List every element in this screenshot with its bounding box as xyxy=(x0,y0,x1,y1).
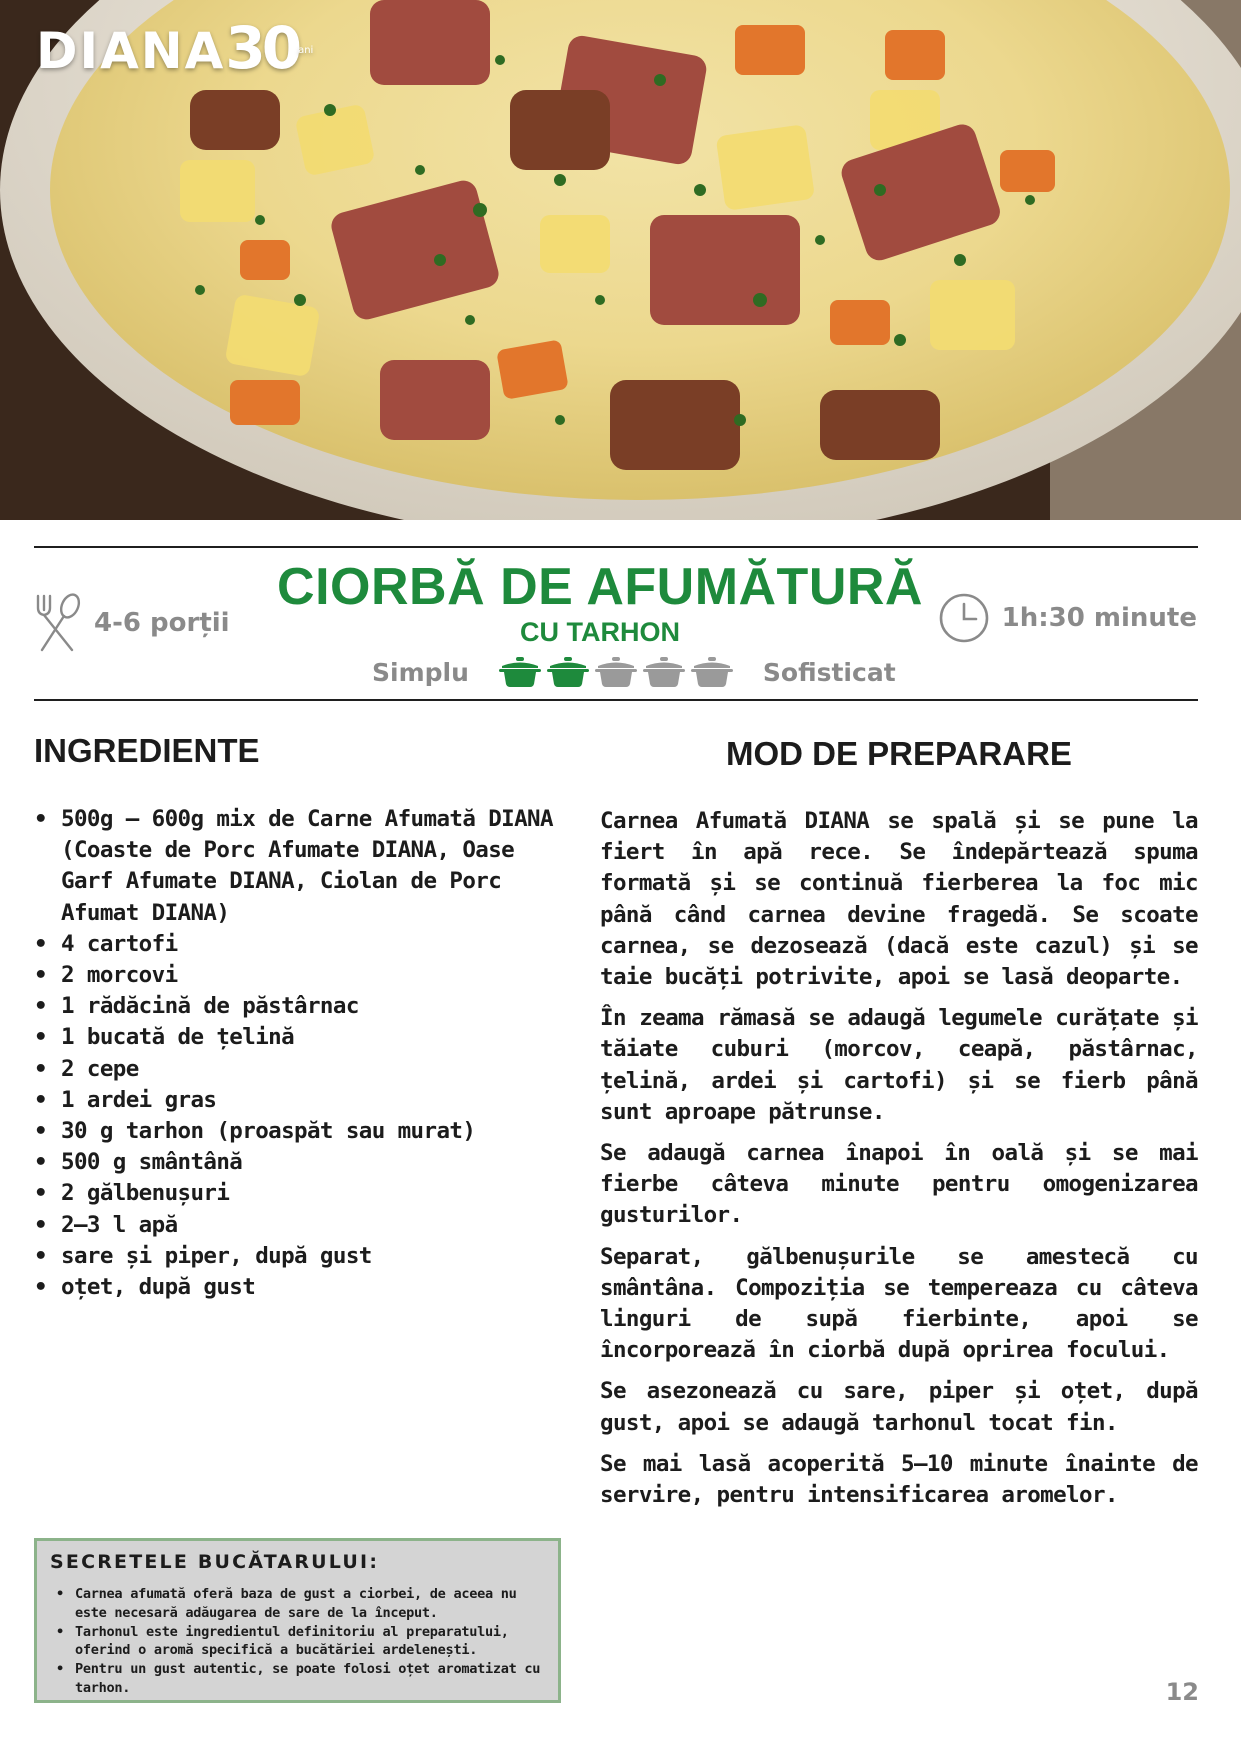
brand-name: DIANA xyxy=(36,22,226,80)
chef-secrets-box xyxy=(34,1538,561,1703)
ingredients-list xyxy=(34,804,574,1303)
ingredient-item: • 4 cartofi xyxy=(34,929,574,960)
fork-spoon-icon xyxy=(34,592,82,654)
ingredient-item: • 2 cepe xyxy=(34,1054,574,1085)
pot-icon-empty xyxy=(595,656,637,688)
divider-bottom xyxy=(34,699,1198,701)
divider-top xyxy=(34,546,1198,548)
pot-icon-filled xyxy=(499,656,541,688)
pot-icon-empty xyxy=(643,656,685,688)
preparation-step: Se mai lasă acoperită 5–10 minute înainte de servire, pentru intensificarea aromelor. xyxy=(600,1450,1198,1509)
ingredient-item: • 1 ardei gras xyxy=(34,1085,574,1116)
preparation-step: Carnea Afumată DIANA se spală și se pune la fiert în apă rece. Se îndepărtează spuma formată și se continuă fierberea la foc mic până când carnea devine fragedă. Se scoate carnea, se dezosează (dacă este cazul) și se taie bucăți potrivite, apoi se lasă deoparte. xyxy=(600,808,1198,991)
preparation-step: Se adaugă carnea înapoi în oală și se mai fierbe câteva minute pentru omogenizarea gusturilor. xyxy=(600,1140,1198,1229)
difficulty-rating xyxy=(372,652,896,692)
ingredient-item: • sare și piper, după gust xyxy=(34,1241,574,1272)
difficulty-high-label: Sofisticat xyxy=(762,657,896,687)
preparation-heading: MOD DE PREPARARE xyxy=(726,735,1072,772)
ingredient-item: • 2 morcovi xyxy=(34,960,574,991)
brand-logo xyxy=(36,14,314,82)
chef-secrets-heading: SECRETELE BUCĂTARULUI: xyxy=(50,1551,380,1573)
ingredient-item: • 1 rădăcină de păstârnac xyxy=(34,991,574,1022)
ingredient-item: • 500g – 600g mix de Carne Afumată DIANA (Coaste de Porc Afumate DIANA, Oase Garf Afumate DIANA, Ciolan de Porc Afumat DIANA) xyxy=(34,804,574,929)
time-info xyxy=(938,590,1197,646)
pot-icon-filled xyxy=(547,656,589,688)
ingredient-item: • oțet, după gust xyxy=(34,1272,574,1303)
recipe-title-block xyxy=(260,558,940,648)
portions-info xyxy=(34,590,230,656)
chef-secret-item: • Tarhonul este ingredientul definitoriu al preparatului, oferind o aromă specifică a bucătăriei ardelenești. xyxy=(50,1623,546,1661)
recipe-title: CIORBĂ DE AFUMĂTURĂ xyxy=(277,558,923,616)
portions-text: 4-6 porții xyxy=(94,608,230,638)
page-number: 12 xyxy=(1165,1678,1199,1706)
time-text: 1h:30 minute xyxy=(1001,603,1197,633)
pot-icon-empty xyxy=(691,656,733,688)
ingredient-item: • 2–3 l apă xyxy=(34,1210,574,1241)
ingredient-item: • 1 bucată de țelină xyxy=(34,1022,574,1053)
chef-secrets-list xyxy=(50,1585,546,1698)
difficulty-low-label: Simplu xyxy=(372,657,469,687)
ingredient-item: • 2 gălbenușuri xyxy=(34,1178,574,1209)
preparation-steps xyxy=(600,806,1198,1521)
preparation-step: În zeama rămasă se adaugă legumele curățate și tăiate cuburi (morcov, ceapă, păstârnac, țelină, ardei și cartofi) și se fierb până sunt aproape pătrunse. xyxy=(600,1005,1198,1125)
recipe-subtitle: CU TARHON xyxy=(520,617,680,647)
preparation-step: Separat, gălbenușurile se amestecă cu smântâna. Compoziția se tempereaza cu câteva linguri de supă fierbinte, apoi se încorporează în ciorbă după oprirea focului. xyxy=(600,1243,1198,1364)
ingredients-heading: INGREDIENTE xyxy=(34,732,260,769)
preparation-step: Se asezonează cu sare, piper și oțet, după gust, apoi se adaugă tarhonul tocat fin. xyxy=(600,1378,1198,1436)
chef-secret-item: • Carnea afumată oferă baza de gust a ciorbei, de aceea nu este necesară adăugarea de sare de la început. xyxy=(50,1585,546,1623)
ingredient-item: • 30 g tarhon (proaspăt sau murat) xyxy=(34,1116,574,1147)
ingredient-item: • 500 g smântână xyxy=(34,1147,574,1178)
difficulty-pots xyxy=(499,656,733,688)
hero-photo xyxy=(0,0,1241,520)
chef-secret-item: • Pentru un gust autentic, se poate folosi oțet aromatizat cu tarhon. xyxy=(50,1660,546,1698)
brand-anniversary-number: 30 xyxy=(225,14,299,82)
clock-icon xyxy=(938,592,990,644)
brand-anniversary-unit: ani xyxy=(298,45,314,56)
